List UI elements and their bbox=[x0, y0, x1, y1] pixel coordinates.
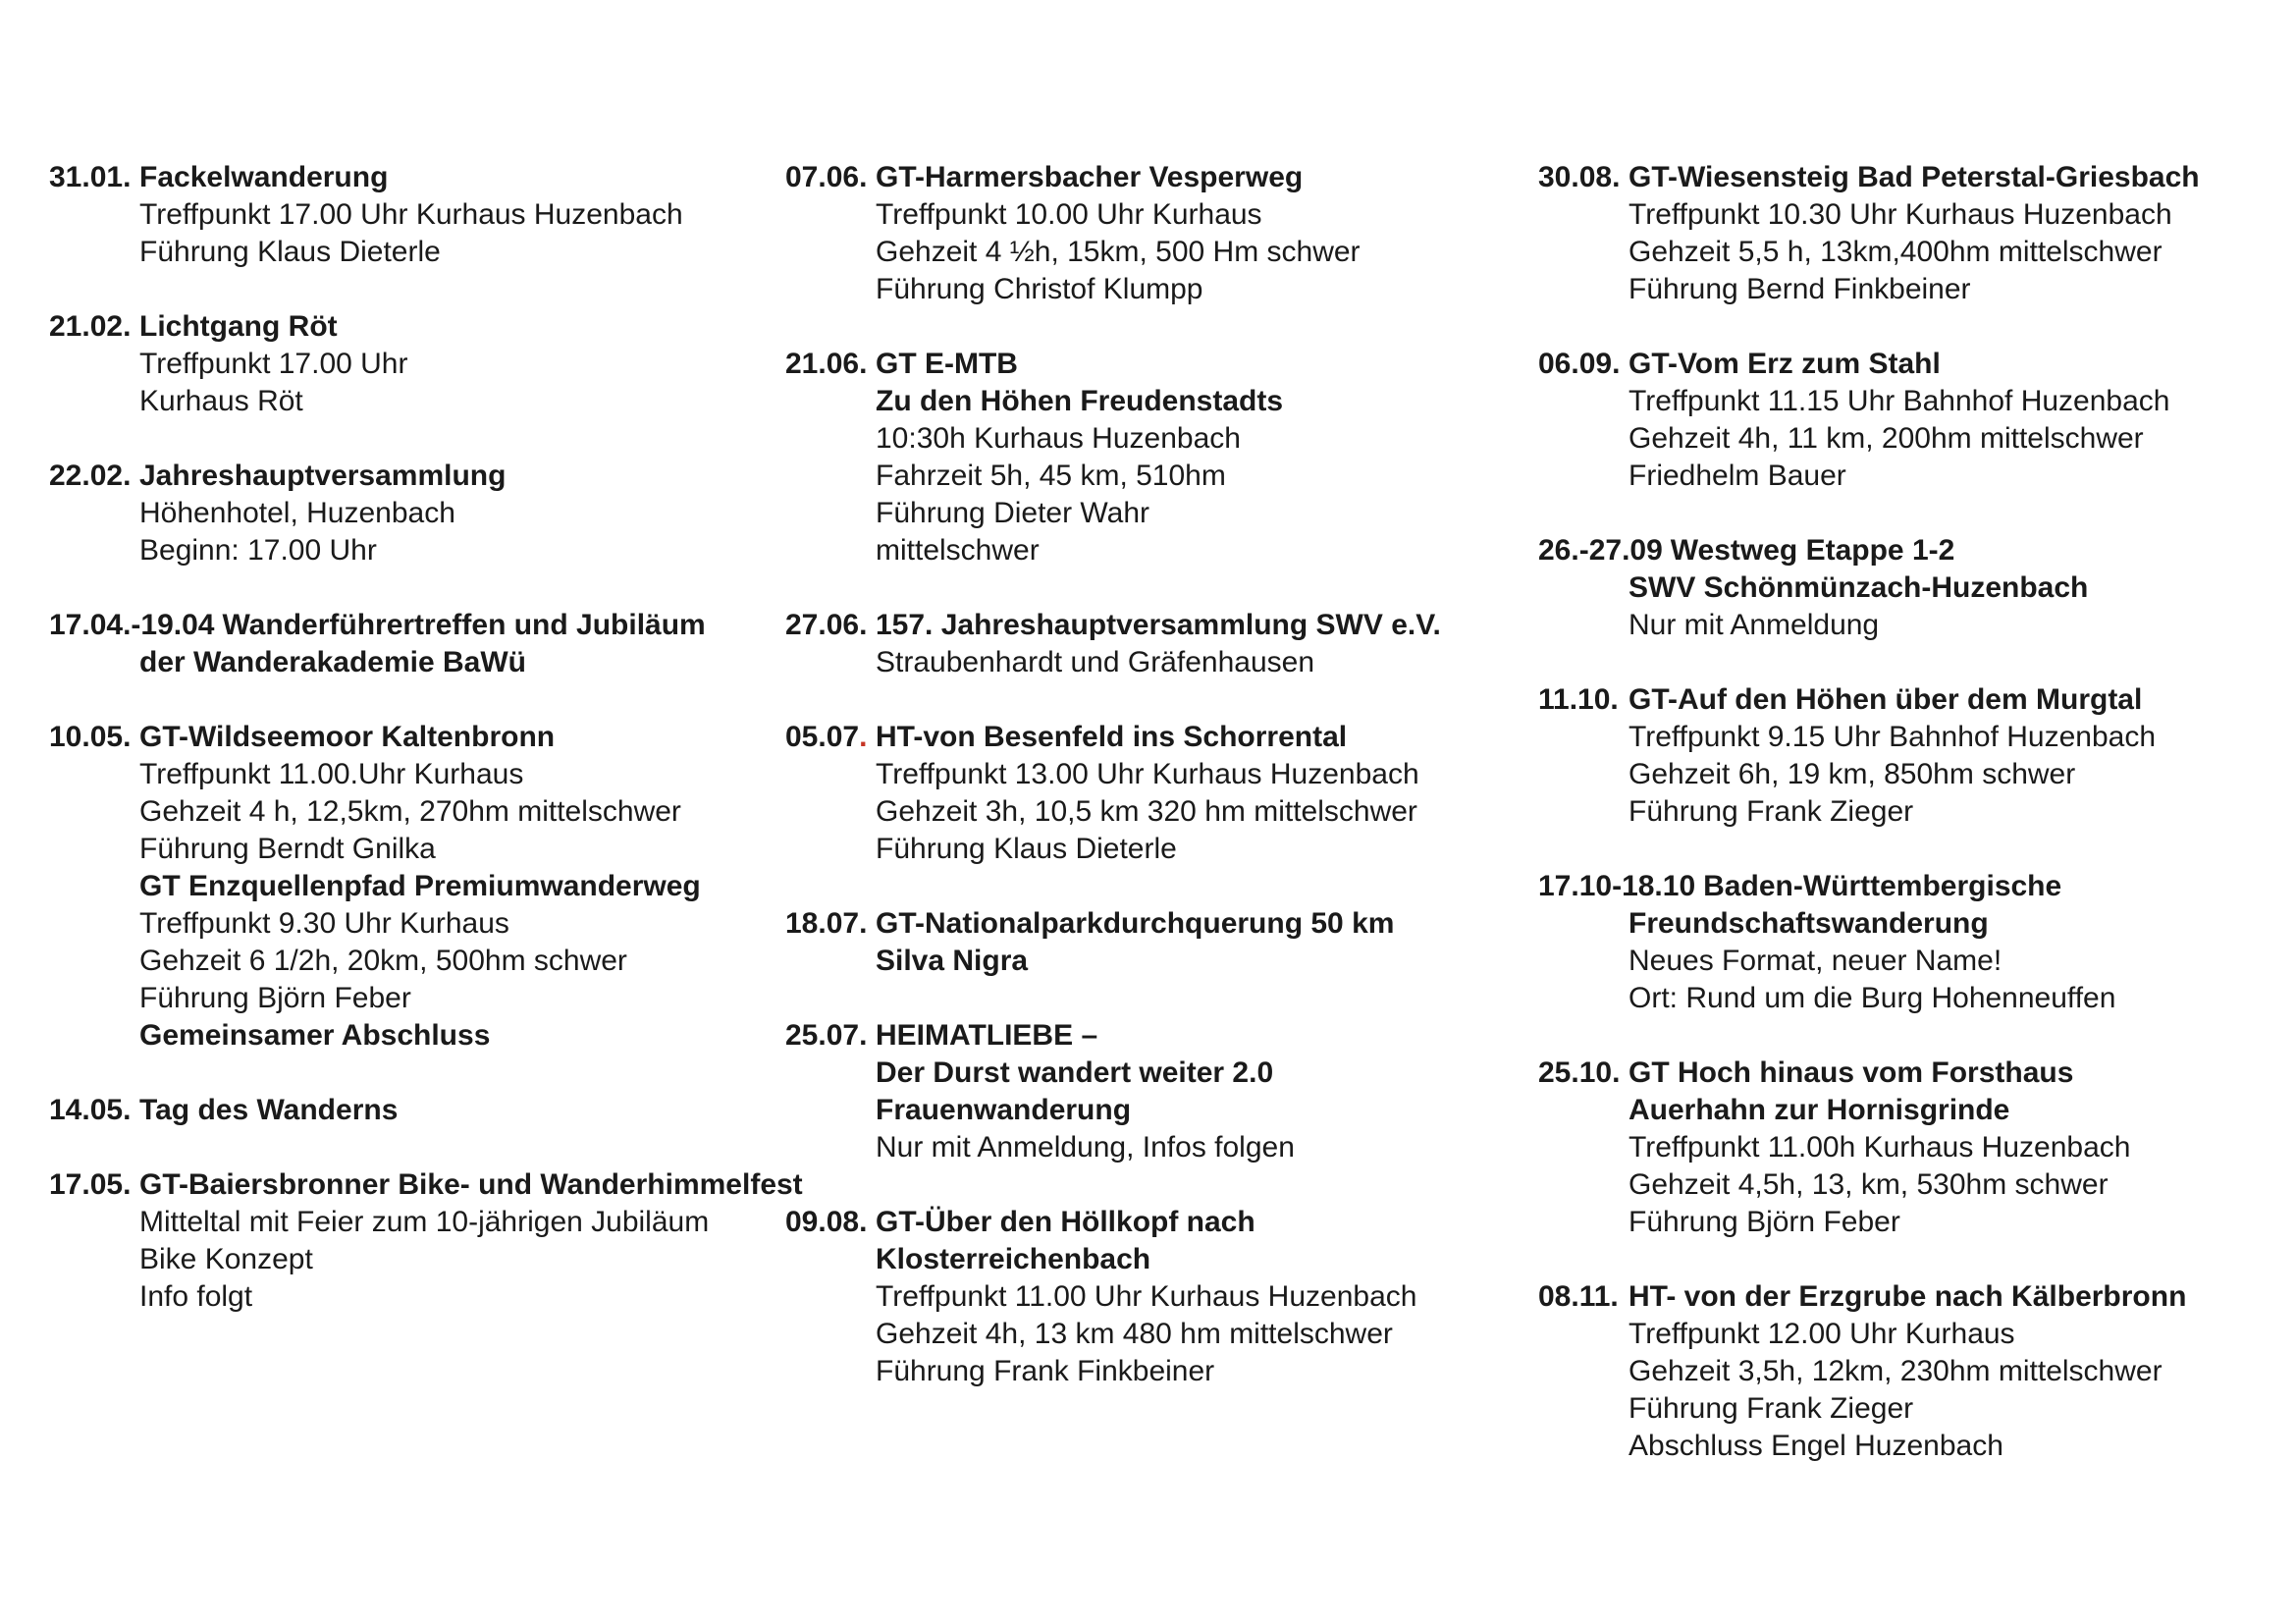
event-entry bbox=[785, 719, 1533, 868]
event-first-line bbox=[49, 458, 780, 495]
event-subtitle: GT Enzquellenpfad Premiumwanderweg bbox=[139, 870, 701, 902]
event-detail-line: Führung Frank Zieger bbox=[1629, 795, 1914, 828]
event-first-line bbox=[1538, 159, 2294, 196]
event-entry bbox=[1538, 346, 2294, 495]
event-title: Tag des Wanderns bbox=[139, 1094, 399, 1126]
event-detail-line: Treffpunkt 17.00 Uhr bbox=[139, 348, 408, 380]
event-first-line bbox=[49, 719, 780, 756]
event-title: GT-Über den Höllkopf nach bbox=[876, 1206, 1255, 1238]
event-detail-line: Fahrzeit 5h, 45 km, 510hm bbox=[876, 460, 1226, 492]
event-date: 17.05. bbox=[49, 1168, 132, 1201]
event-detail-line: Führung Klaus Dieterle bbox=[876, 833, 1177, 865]
event-first-line bbox=[49, 308, 780, 346]
event-entry bbox=[1538, 1278, 2294, 1465]
event-date: 18.07. bbox=[785, 907, 868, 940]
event-entry bbox=[1538, 159, 2294, 308]
event-title: HT- von der Erzgrube nach Kälberbronn bbox=[1629, 1280, 2187, 1313]
event-detail-line: Bike Konzept bbox=[139, 1243, 313, 1275]
event-date: 11.10. bbox=[1538, 683, 1619, 716]
event-date: 14.05. bbox=[49, 1094, 132, 1126]
event-detail-line: Gehzeit 4 ½h, 15km, 500 Hm schwer bbox=[876, 236, 1361, 268]
event-first-line bbox=[49, 1166, 803, 1204]
event-first-line bbox=[785, 1204, 1533, 1241]
event-detail-line: Führung Klaus Dieterle bbox=[139, 236, 441, 268]
event-first-line bbox=[1538, 681, 2294, 719]
event-detail-line: Führung Frank Zieger bbox=[1629, 1392, 1914, 1425]
event-first-line bbox=[785, 719, 1533, 756]
event-title: Wanderführertreffen und Jubiläum bbox=[222, 609, 706, 641]
event-detail-line: Treffpunkt 12.00 Uhr Kurhaus bbox=[1629, 1318, 2015, 1350]
event-date: 21.02. bbox=[49, 310, 132, 343]
event-date: 27.06. bbox=[785, 609, 868, 641]
event-detail-line: Mitteltal mit Feier zum 10-jährigen Jubiläum bbox=[139, 1206, 710, 1238]
event-detail-line: Führung Björn Feber bbox=[139, 982, 411, 1014]
event-entry bbox=[49, 719, 780, 1055]
event-detail-line: Gehzeit 6h, 19 km, 850hm schwer bbox=[1629, 758, 2076, 790]
event-title: Lichtgang Röt bbox=[139, 310, 338, 343]
event-date: 25.07. bbox=[785, 1019, 868, 1052]
event-detail-line: Treffpunkt 17.00 Uhr Kurhaus Huzenbach bbox=[139, 198, 683, 231]
event-title: 157. Jahreshauptversammlung SWV e.V. bbox=[876, 609, 1441, 641]
event-detail-line: Gehzeit 5,5 h, 13km,400hm mittelschwer bbox=[1629, 236, 2163, 268]
event-first-line bbox=[1538, 1278, 2294, 1316]
event-subtitle: der Wanderakademie BaWü bbox=[139, 646, 526, 678]
event-subtitle: Silva Nigra bbox=[876, 945, 1029, 977]
event-date: 21.06. bbox=[785, 348, 868, 380]
event-detail-line: Gehzeit 4 h, 12,5km, 270hm mittelschwer bbox=[139, 795, 681, 828]
event-detail-line: Abschluss Engel Huzenbach bbox=[1629, 1430, 2003, 1462]
event-title: GT-Harmersbacher Vesperweg bbox=[876, 161, 1304, 193]
event-first-line bbox=[1538, 346, 2294, 383]
event-entry bbox=[49, 607, 780, 681]
event-first-line bbox=[49, 159, 780, 196]
event-detail-line: Straubenhardt und Gräfenhausen bbox=[876, 646, 1314, 678]
event-date: 08.11. bbox=[1538, 1280, 1619, 1313]
event-entry bbox=[49, 1166, 803, 1316]
event-subtitle: Der Durst wandert weiter 2.0 bbox=[876, 1056, 1274, 1089]
event-first-line bbox=[1538, 868, 2294, 905]
event-detail-line: Treffpunkt 11.00.Uhr Kurhaus bbox=[139, 758, 524, 790]
event-title: GT E-MTB bbox=[876, 348, 1018, 380]
event-detail-line: Treffpunkt 10.30 Uhr Kurhaus Huzenbach bbox=[1629, 198, 2172, 231]
event-title: HEIMATLIEBE – bbox=[876, 1019, 1098, 1052]
event-title: GT-Vom Erz zum Stahl bbox=[1629, 348, 1941, 380]
event-first-line bbox=[1538, 1055, 2294, 1092]
event-title: GT-Auf den Höhen über dem Murgtal bbox=[1629, 683, 2143, 716]
event-detail-line: Führung Berndt Gnilka bbox=[139, 833, 436, 865]
event-detail-line: Gehzeit 6 1/2h, 20km, 500hm schwer bbox=[139, 945, 627, 977]
event-detail-line: Führung Christof Klumpp bbox=[876, 273, 1203, 305]
event-subtitle: Auerhahn zur Hornisgrinde bbox=[1629, 1094, 2010, 1126]
event-detail-line: Treffpunkt 11.15 Uhr Bahnhof Huzenbach bbox=[1629, 385, 2170, 417]
event-first-line bbox=[785, 346, 1533, 383]
event-title: Baden-Württembergische bbox=[1703, 870, 2062, 902]
event-detail-line: Ort: Rund um die Burg Hohenneuffen bbox=[1629, 982, 2116, 1014]
schedule-column-2 bbox=[785, 159, 1533, 1428]
event-entry bbox=[785, 1204, 1533, 1390]
event-date: 26.-27.09 bbox=[1538, 534, 1663, 567]
event-first-line bbox=[49, 1092, 780, 1129]
event-date: 09.08. bbox=[785, 1206, 868, 1238]
event-detail-line: Treffpunkt 10.00 Uhr Kurhaus bbox=[876, 198, 1262, 231]
event-subtitle: SWV Schönmünzach-Huzenbach bbox=[1629, 571, 2089, 604]
event-date: 10.05. bbox=[49, 721, 132, 753]
event-detail-line: Gehzeit 3,5h, 12km, 230hm mittelschwer bbox=[1629, 1355, 2163, 1387]
event-detail-line: Treffpunkt 9.30 Uhr Kurhaus bbox=[139, 907, 509, 940]
event-subtitle: Zu den Höhen Freudenstadts bbox=[876, 385, 1284, 417]
event-subtitle: Freundschaftswanderung bbox=[1629, 907, 1989, 940]
event-detail-line: Kurhaus Röt bbox=[139, 385, 303, 417]
event-detail-line: Gehzeit 4h, 11 km, 200hm mittelschwer bbox=[1629, 422, 2144, 455]
event-detail-line: Gehzeit 4,5h, 13, km, 530hm schwer bbox=[1629, 1168, 2109, 1201]
event-entry bbox=[1538, 868, 2294, 1017]
event-entry bbox=[49, 159, 780, 271]
event-title: Fackelwanderung bbox=[139, 161, 389, 193]
schedule-column-1 bbox=[49, 159, 803, 1353]
event-detail-line: Info folgt bbox=[139, 1280, 253, 1313]
event-title: Westweg Etappe 1-2 bbox=[1670, 534, 1955, 567]
event-detail-line: 10:30h Kurhaus Huzenbach bbox=[876, 422, 1241, 455]
event-detail-line: Führung Dieter Wahr bbox=[876, 497, 1149, 529]
event-entry bbox=[785, 346, 1533, 569]
event-entry bbox=[785, 607, 1533, 681]
event-detail-line: Führung Bernd Finkbeiner bbox=[1629, 273, 1971, 305]
event-entry bbox=[785, 1017, 1533, 1166]
event-detail-line: Führung Björn Feber bbox=[1629, 1206, 1900, 1238]
event-entry bbox=[785, 159, 1533, 308]
event-first-line bbox=[785, 607, 1533, 644]
event-date: 05.07. bbox=[785, 721, 868, 753]
event-title: GT-Nationalparkdurchquerung 50 km bbox=[876, 907, 1395, 940]
event-entry bbox=[49, 458, 780, 569]
event-detail-line: Neues Format, neuer Name! bbox=[1629, 945, 2002, 977]
event-subtitle: Gemeinsamer Abschluss bbox=[139, 1019, 491, 1052]
schedule-column-3 bbox=[1538, 159, 2294, 1502]
event-subtitle: Frauenwanderung bbox=[876, 1094, 1132, 1126]
event-detail-line: Treffpunkt 9.15 Uhr Bahnhof Huzenbach bbox=[1629, 721, 2157, 753]
event-subtitle: Klosterreichenbach bbox=[876, 1243, 1151, 1275]
event-first-line bbox=[785, 1017, 1533, 1055]
event-entry bbox=[49, 1092, 780, 1129]
event-detail-line: Nur mit Anmeldung, Infos folgen bbox=[876, 1131, 1295, 1164]
event-date: 31.01. bbox=[49, 161, 132, 193]
event-title: HT-von Besenfeld ins Schorrental bbox=[876, 721, 1348, 753]
event-date-red-dot: . bbox=[859, 721, 868, 753]
event-title: GT-Baiersbronner Bike- und Wanderhimmelfest bbox=[139, 1168, 803, 1201]
event-detail-line: Friedhelm Bauer bbox=[1629, 460, 1846, 492]
event-entry bbox=[1538, 532, 2294, 644]
event-date: 17.10-18.10 bbox=[1538, 870, 1696, 902]
event-first-line bbox=[785, 159, 1533, 196]
event-date: 25.10. bbox=[1538, 1056, 1621, 1089]
event-detail-line: Führung Frank Finkbeiner bbox=[876, 1355, 1215, 1387]
event-entry bbox=[785, 905, 1533, 980]
event-detail-line: Gehzeit 3h, 10,5 km 320 hm mittelschwer bbox=[876, 795, 1417, 828]
event-title: GT Hoch hinaus vom Forsthaus bbox=[1629, 1056, 2074, 1089]
event-first-line bbox=[785, 905, 1533, 943]
event-entry bbox=[1538, 681, 2294, 831]
event-date: 07.06. bbox=[785, 161, 868, 193]
event-detail-line: mittelschwer bbox=[876, 534, 1040, 567]
event-date: 30.08. bbox=[1538, 161, 1621, 193]
event-detail-line: Gehzeit 4h, 13 km 480 hm mittelschwer bbox=[876, 1318, 1393, 1350]
event-title: Jahreshauptversammlung bbox=[139, 460, 507, 492]
event-date: 17.04.-19.04 bbox=[49, 609, 215, 641]
event-first-line bbox=[49, 607, 780, 644]
event-detail-line: Treffpunkt 11.00h Kurhaus Huzenbach bbox=[1629, 1131, 2131, 1164]
event-detail-line: Treffpunkt 13.00 Uhr Kurhaus Huzenbach bbox=[876, 758, 1419, 790]
event-first-line bbox=[1538, 532, 2294, 569]
event-entry bbox=[49, 308, 780, 420]
event-detail-line: Beginn: 17.00 Uhr bbox=[139, 534, 377, 567]
event-title: GT-Wiesensteig Bad Peterstal-Griesbach bbox=[1629, 161, 2200, 193]
event-detail-line: Höhenhotel, Huzenbach bbox=[139, 497, 455, 529]
event-entry bbox=[1538, 1055, 2294, 1241]
event-date: 06.09. bbox=[1538, 348, 1621, 380]
event-detail-line: Treffpunkt 11.00 Uhr Kurhaus Huzenbach bbox=[876, 1280, 1417, 1313]
event-date: 22.02. bbox=[49, 460, 132, 492]
event-title: GT-Wildseemoor Kaltenbronn bbox=[139, 721, 556, 753]
event-detail-line: Nur mit Anmeldung bbox=[1629, 609, 1880, 641]
